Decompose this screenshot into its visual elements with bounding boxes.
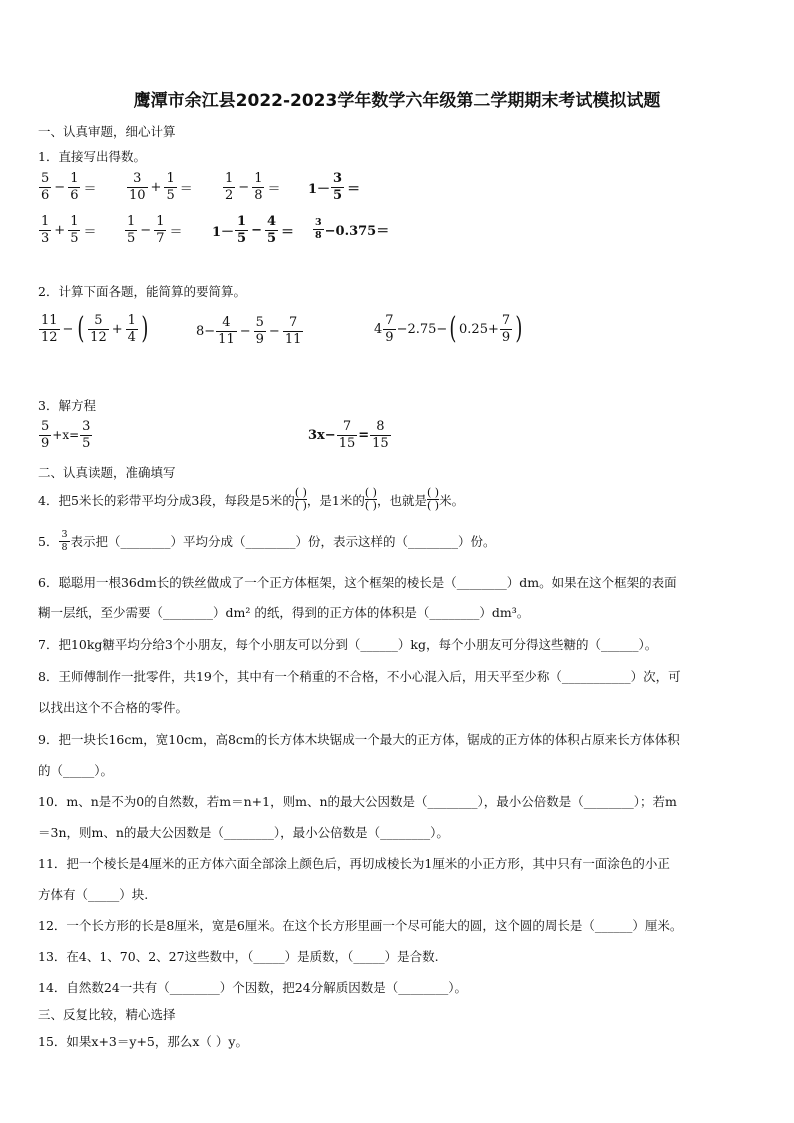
question-12: 12．一个长方形的长是8厘米，宽是6厘米。在这个长方形里画一个尽可能大的圆，这个圆的周长是（______）厘米。 [38,918,683,933]
fraction: $\frac{11}{12}$ [41,313,58,345]
fraction: $\frac{4}{11}$ [218,315,235,347]
question-10-line-1: 10．m、n是不为0的自然数，若m＝n+1，则m、n的最大公因数是（________），最小公倍数是（________）；若m [38,794,677,809]
fraction: $\frac{1}{6}$ [70,171,79,203]
question-6-line-2: 糊一层纸，至少需要（________）dm² 的纸，得到的正方体的体积是（________）dm³。 [38,605,530,620]
question-6-line-1: 6．聪聪用一根36dm长的铁丝做成了一个正方体框架，这个框架的棱长是（________）dm。如果在这个框架的表面 [38,575,677,590]
fraction: $\frac{1}{5}$ [70,214,79,246]
fraction: $\frac{1}{3}$ [41,214,50,246]
question-4: 4．把5米长的彩带平均分成3段，每段是5米的 ( ) ( ) ，是1米的 ( ) ( ) ，也就是 ( ) ( ) 米。 [38,486,465,513]
calc-a2: $\frac{3}{10}$ + $\frac{1}{5}$ ＝ [129,171,193,203]
question-15: 15．如果x+3＝y+5，那么x（ ）y。 [38,1034,248,1049]
question-13: 13．在4、1、70、2、27这些数中，（_____）是质数，（_____）是合数. [38,949,439,964]
fraction: $\frac{5}{12}$ [90,313,107,345]
question-8-line-2: 以找出这个不合格的零件。 [38,700,189,715]
fraction: $\frac{1}{8}$ [254,171,263,203]
question-2: 2．计算下面各题，能简算的要简算。 [38,284,246,299]
fraction: $\frac{1}{5}$ [166,171,175,203]
fraction: $\frac{1}{2}$ [225,171,234,203]
expr-e3: 4 $\frac{7}{9}$ −2.75− ( 0.25+ $\frac{7}{9}$ ) [374,311,523,347]
fraction: $\frac{3}{10}$ [129,171,146,203]
expr-e2: 8− $\frac{4}{11}$ − $\frac{5}{9}$ − $\frac{7}{11}$ [196,315,302,347]
answer-blank-fraction[interactable]: ( ) ( ) [294,486,307,513]
fraction: $\frac{5}{6}$ [41,171,50,203]
question-1: 1．直接写出得数。 [38,149,146,164]
calc-b1: $\frac{1}{3}$ + $\frac{1}{5}$ ＝ [41,214,97,246]
section-3-heading: 三、反复比较，精心选择 [38,1007,176,1022]
expr-e1: $\frac{11}{12}$ − ( $\frac{5}{12}$ + $\frac{1}{4}$ ) [41,311,149,347]
question-7: 7．把10kg糖平均分给3个小朋友，每个小朋友可以分到（______）kg，每个小朋友可分得这些糖的（______）。 [38,637,658,652]
question-9-line-2: 的（_____）。 [38,763,114,778]
answer-blank-fraction[interactable]: ( ) ( ) [364,486,377,513]
fraction: $\frac{8}{15}$ [372,419,389,451]
calc-b2: $\frac{1}{5}$ − $\frac{1}{7}$ ＝ [127,214,183,246]
question-8-line-1: 8．王师傅制作一批零件，共19个，其中有一个稍重的不合格，不小心混入后，用天平至少称（___________）次，可 [38,669,681,684]
fraction: $\frac{5}{9}$ [255,315,264,347]
question-14: 14．自然数24一共有（________）个因数，把24分解质因数是（________）。 [38,980,467,995]
answer-blank-fraction[interactable]: ( ) ( ) [426,486,440,513]
section-2-heading: 二、认真读题，准确填写 [38,465,176,480]
fraction: $\frac{1}{5}$ [237,214,247,246]
fraction: $\frac{1}{7}$ [156,214,165,246]
fraction: $\frac{3}{8}$ [315,217,322,241]
fraction: $\frac{1}{4}$ [127,313,136,345]
fraction: $\frac{3}{5}$ [333,171,343,203]
fraction: $\frac{7}{9}$ [385,313,394,345]
calc-b4: $\frac{3}{8}$ −0.375＝ [315,217,390,241]
fraction: $\frac{5}{9}$ [41,419,50,451]
fraction: $\frac{7}{11}$ [284,315,302,347]
calc-b3: 1－ $\frac{1}{5}$ − $\frac{4}{5}$ ＝ [212,214,295,246]
section-1-heading: 一、认真审题，细心计算 [38,124,176,139]
question-11-line-1: 11．把一个棱长是4厘米的正方体六面全部涂上颜色后，再切成棱长为1厘米的小正方形，其中只有一面涂色的小正 [38,856,670,871]
question-5: 5． $\frac{3}{8}$ 表示把（________）平均分成（________）份，表示这样的（________）份。 [38,529,496,553]
question-9-line-1: 9．把一块长16cm，宽10cm，高8cm的长方体木块锯成一个最大的正方体，锯成的正方体的体积占原来长方体体积 [38,732,680,747]
question-11-line-2: 方体有（_____）块. [38,887,149,902]
exam-title: 鹰潭市余江县2022-2023学年数学六年级第二学期期末考试模拟试题 [133,91,661,111]
calc-a4: 1－ $\frac{3}{5}$ ＝ [308,171,361,203]
fraction: $\frac{1}{5}$ [127,214,136,246]
equation-f2: 3x− $\frac{7}{15}$ = $\frac{8}{15}$ [308,419,389,451]
fraction: $\frac{4}{5}$ [267,214,277,246]
fraction: $\frac{3}{8}$ [61,529,68,553]
calc-a3: $\frac{1}{2}$ − $\frac{1}{8}$ ＝ [225,171,281,203]
question-10-line-2: ＝3n，则m、n的最大公因数是（________），最小公倍数是（________）。 [38,825,449,840]
calc-a1: $\frac{5}{6}$ − $\frac{1}{6}$ ＝ [41,171,97,203]
question-3: 3．解方程 [38,398,96,413]
fraction: $\frac{7}{15}$ [338,419,356,451]
fraction: $\frac{7}{9}$ [501,313,511,345]
equation-f1: $\frac{5}{9}$ +x= $\frac{3}{5}$ [41,419,91,451]
fraction: $\frac{3}{5}$ [82,419,91,451]
